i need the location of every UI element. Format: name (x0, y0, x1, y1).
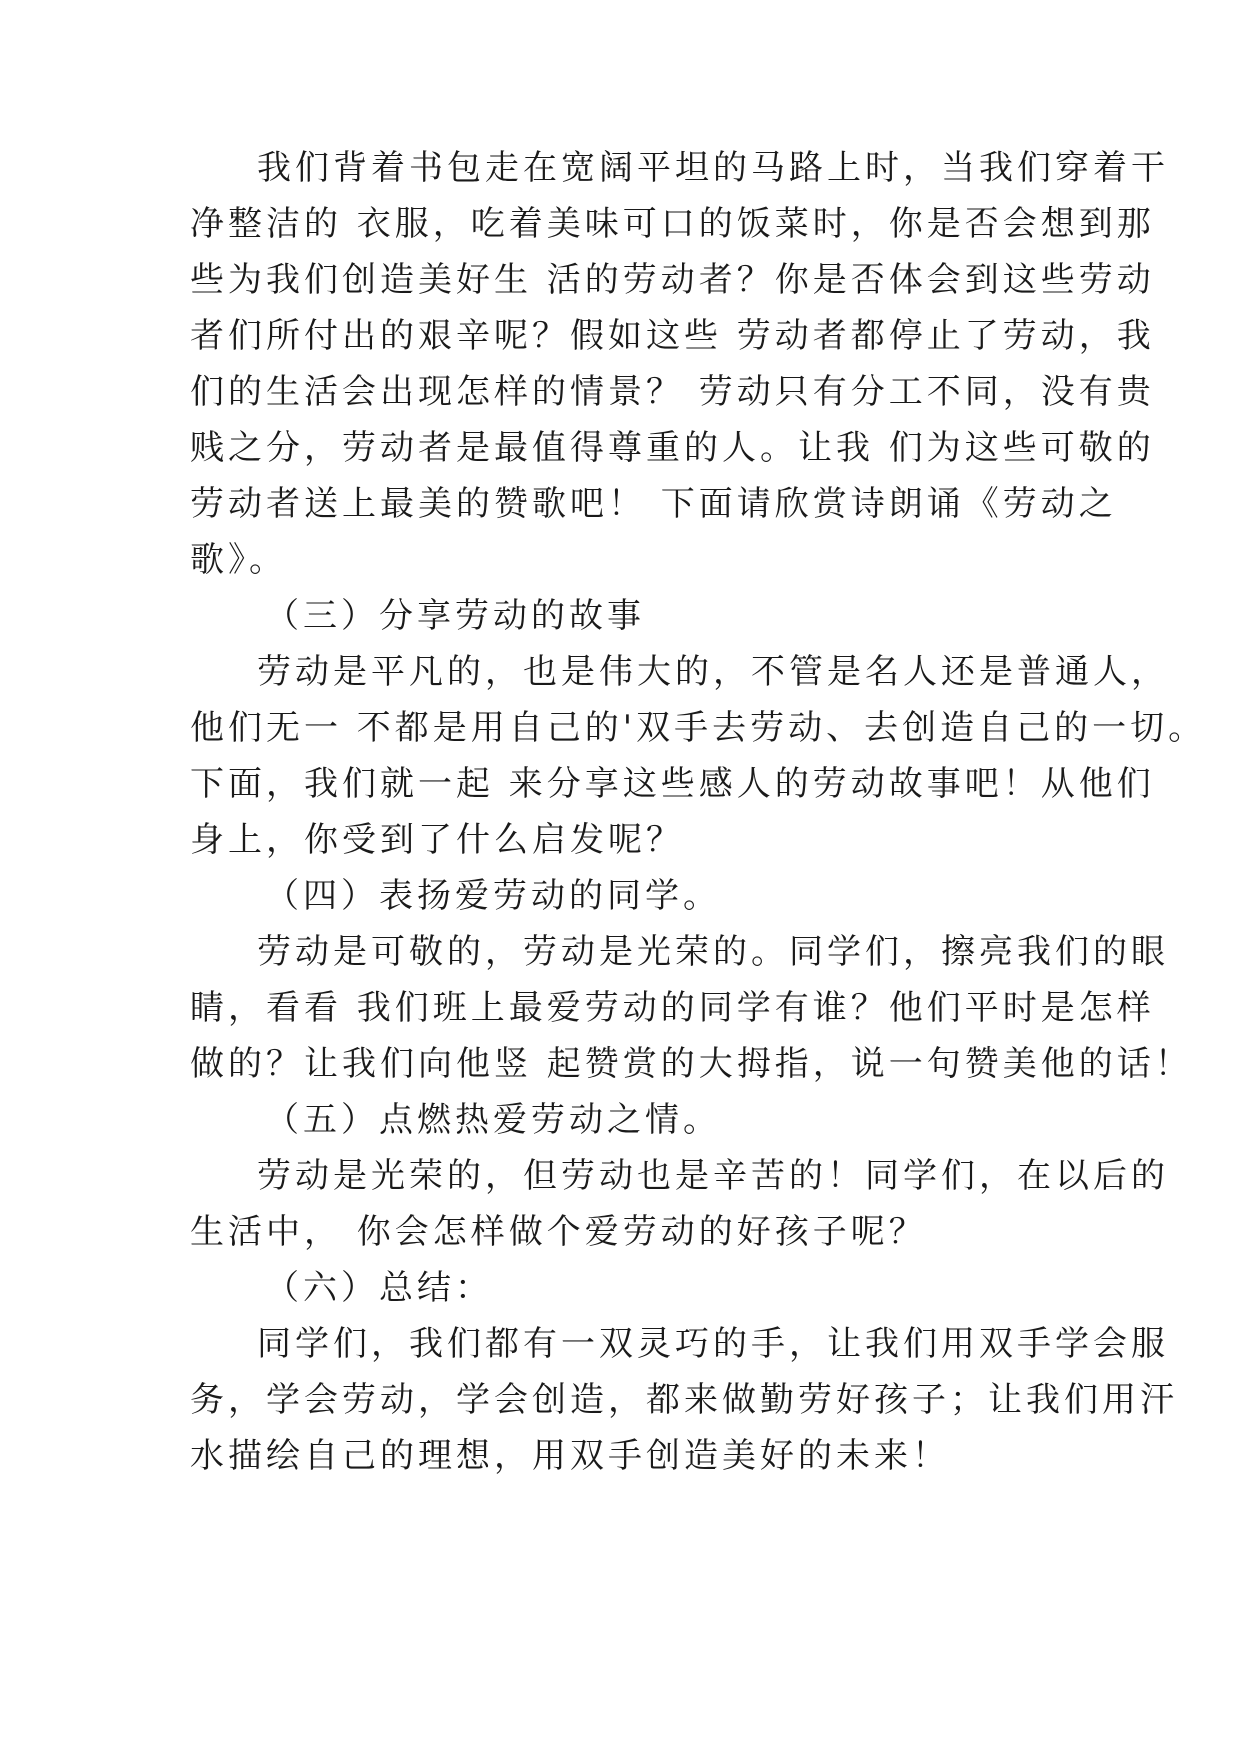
text-line: 些为我们创造美好生 活的劳动者？你是否体会到这些劳动 (190, 260, 1155, 300)
text-line: 水描绘自己的理想，用双手创造美好的未来！ (190, 1436, 950, 1476)
text-line: 生活中， 你会怎样做个爱劳动的好孩子呢？ (190, 1212, 927, 1252)
text-line: 劳动是光荣的，但劳动也是辛苦的！同学们，在以后的 (257, 1156, 1169, 1196)
text-line: 睛，看看 我们班上最爱劳动的同学有谁？他们平时是怎样 (190, 988, 1155, 1028)
text-line: 净整洁的 衣服，吃着美味可口的饭菜时，你是否会想到那 (190, 204, 1155, 244)
text-line: 他们无一 不都是用自己的'双手去劳动、去创造自己的一切。 (190, 708, 1207, 748)
text-line: 我们背着书包走在宽阔平坦的马路上时，当我们穿着干 (257, 148, 1169, 188)
text-line: 者们所付出的艰辛呢？假如这些 劳动者都停止了劳动，我 (190, 316, 1155, 356)
section-heading-4: （四）表扬爱劳动的同学。 (265, 876, 721, 916)
text-line: 同学们，我们都有一双灵巧的手，让我们用双手学会服 (257, 1324, 1169, 1364)
text-line: 们的生活会出现怎样的情景？ 劳动只有分工不同，没有贵 (190, 372, 1155, 412)
text-line: 下面，我们就一起 来分享这些感人的劳动故事吧！从他们 (190, 764, 1155, 804)
text-line: 身上，你受到了什么启发呢？ (190, 820, 684, 860)
section-heading-6: （六）总结： (265, 1268, 493, 1308)
text-line: 劳动者送上最美的赞歌吧！ 下面请欣赏诗朗诵《劳动之 (190, 484, 1117, 524)
text-line: 劳动是可敬的，劳动是光荣的。同学们，擦亮我们的眼 (257, 932, 1169, 972)
text-line: 务，学会劳动，学会创造，都来做勤劳好孩子；让我们用汗 (190, 1380, 1178, 1420)
section-heading-5: （五）点燃热爱劳动之情。 (265, 1100, 721, 1140)
text-line: 做的？让我们向他竖 起赞赏的大拇指，说一句赞美他的话！ (190, 1044, 1193, 1084)
section-heading-3: （三）分享劳动的故事 (265, 596, 645, 636)
text-line: 贱之分，劳动者是最值得尊重的人。让我 们为这些可敬的 (190, 428, 1155, 468)
text-line: 歌》。 (190, 540, 287, 580)
text-line: 劳动是平凡的，也是伟大的，不管是名人还是普通人， (257, 652, 1169, 692)
